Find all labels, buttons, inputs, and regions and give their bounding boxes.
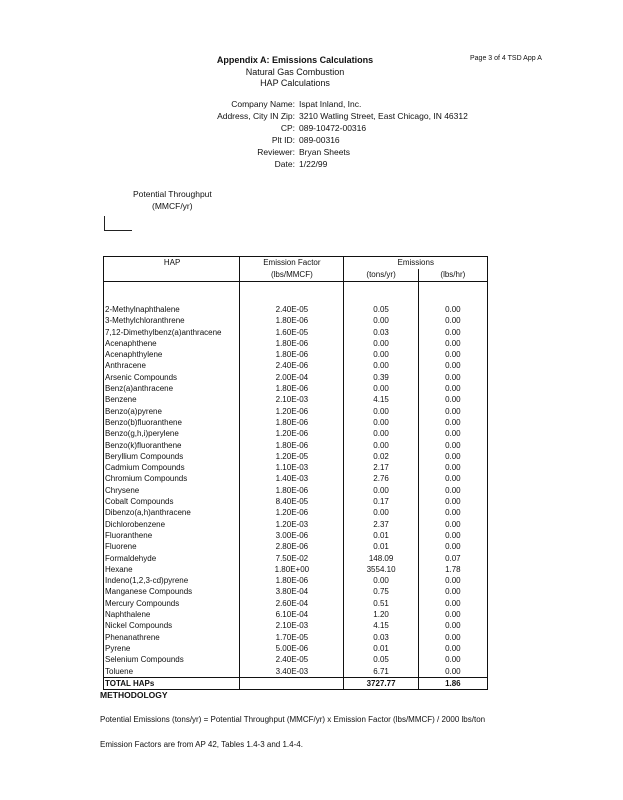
emissions-tons: 4.15 [344,620,418,631]
emission-factor: 3.80E-04 [240,586,344,597]
hap-name: Benzo(g,h,i)perylene [105,429,179,439]
emissions-tons: 0.03 [344,327,418,338]
emissions-lbs: 0.00 [418,304,487,315]
total-row [104,677,488,689]
emissions-tons: 0.00 [344,575,418,586]
throughput-value-cell [104,222,132,231]
emissions-lbs: 0.00 [418,440,487,451]
table-row [104,609,488,620]
emissions-lbs: 0.00 [418,417,487,428]
emissions-tons: 6.71 [344,666,418,678]
emission-factor: 2.10E-03 [240,394,344,405]
emissions-tons: 1.20 [344,609,418,620]
table-row [104,440,488,451]
company-name-row [150,99,500,109]
hap-name: Arsenic Compounds [105,372,178,382]
emissions-tons: 0.00 [344,440,418,451]
emissions-lbs: 0.00 [418,541,487,552]
table-row [104,360,488,371]
emission-factor: 1.80E-06 [240,485,344,496]
emission-factor: 3.40E-03 [240,666,344,678]
table-subheader-row [104,269,488,282]
hap-name: Chromium Compounds [105,474,188,484]
table-row [104,327,488,338]
table-row [104,620,488,631]
subtitle-combustion: Natural Gas Combustion [245,67,345,77]
emission-factor: 5.00E-06 [240,643,344,654]
table-row [104,462,488,473]
emissions-tons: 0.00 [344,428,418,439]
emissions-lbs: 0.00 [418,462,487,473]
hap-name: Toluene [105,666,134,676]
hap-name: Indeno(1,2,3-cd)pyrene [105,576,189,586]
emissions-tons: 0.00 [344,417,418,428]
emissions-lbs: 0.00 [418,451,487,462]
date-value: 1/22/99 [299,159,328,169]
methodology-heading: METHODOLOGY [100,690,168,700]
emissions-lbs: 0.00 [418,383,487,394]
emissions-lbs: 0.00 [418,327,487,338]
emission-factor: 1.80E-06 [240,440,344,451]
emissions-tons: 0.01 [344,541,418,552]
emission-factor: 1.20E-06 [240,406,344,417]
table-row [104,553,488,564]
table-row [104,315,488,326]
hap-name: Cobalt Compounds [105,497,174,507]
emissions-tons: 0.51 [344,598,418,609]
emission-factor: 1.20E-06 [240,507,344,518]
hap-name: Benzo(k)fluoranthene [105,440,182,450]
emission-factor: 1.20E-03 [240,519,344,530]
hap-name: Selenium Compounds [105,655,184,665]
emissions-lbs: 0.00 [418,643,487,654]
table-row [104,304,488,315]
table-row [104,632,488,643]
emissions-lbs: 0.00 [418,496,487,507]
table-row [104,643,488,654]
emissions-tons: 0.02 [344,451,418,462]
table-row [104,496,488,507]
total-label: TOTAL HAPs [104,677,240,689]
hap-name: Benzo(b)fluoranthene [105,417,182,427]
emissions-tons: 0.05 [344,304,418,315]
table-row [104,507,488,518]
emissions-lbs: 0.00 [418,632,487,643]
table-row [104,473,488,484]
emissions-lbs: 0.00 [418,666,487,678]
emission-factor: 8.40E-05 [240,496,344,507]
methodology-formula: Potential Emissions (tons/yr) = Potential Throughput (MMCF/yr) x Emission Factor (lbs/MMCF) / 2000 lbs/ton [100,715,486,724]
emissions-lbs: 0.00 [418,372,487,383]
emissions-lbs: 0.00 [418,360,487,371]
hap-name: Formaldehyde [105,553,157,563]
emissions-lbs: 0.00 [418,428,487,439]
page-reference: Page 3 of 4 TSD App A [470,55,542,62]
emissions-tons: 0.75 [344,586,418,597]
table-row [104,417,488,428]
emission-factor: 1.80E-06 [240,338,344,349]
table-row [104,338,488,349]
hap-emissions-table [103,256,488,690]
cp-label: CP: [280,123,295,133]
emissions-lbs: 0.00 [418,609,487,620]
emissions-tons: 0.00 [344,485,418,496]
table-row [104,654,488,665]
date-row [150,159,500,169]
hap-name: Phenanathrene [105,632,160,642]
reviewer-row [150,147,500,157]
emission-factor: 2.40E-06 [240,360,344,371]
table-row [104,394,488,405]
emissions-lbs: 0.00 [418,575,487,586]
throughput-label: Potential Throughput [133,189,212,199]
table-row [104,598,488,609]
emissions-tons: 0.01 [344,530,418,541]
plant-id-label: Plt ID: [271,135,295,145]
subtitle-hap: HAP Calculations [260,78,330,88]
emissions-lbs: 0.00 [418,349,487,360]
header-hap: HAP [163,258,181,267]
hap-name: Benz(a)anthracene [105,384,174,394]
hap-name: Manganese Compounds [105,587,193,597]
emission-factor: 1.10E-03 [240,462,344,473]
emissions-tons: 2.37 [344,519,418,530]
emissions-tons: 148.09 [344,553,418,564]
emission-factor: 1.40E-03 [240,473,344,484]
hap-name: Benzo(a)pyrene [105,406,162,416]
emissions-lbs: 0.00 [418,654,487,665]
emission-factor: 2.80E-06 [240,541,344,552]
emission-factor: 1.80E-06 [240,315,344,326]
cp-row [150,123,500,133]
emission-factor: 1.20E-05 [240,451,344,462]
emissions-lbs: 0.07 [418,553,487,564]
table-row [104,666,488,678]
emissions-lbs: 0.00 [418,530,487,541]
emissions-lbs: 0.00 [418,315,487,326]
hap-name: Nickel Compounds [105,621,173,631]
table-row [104,406,488,417]
emissions-lbs: 0.00 [418,394,487,405]
hap-name: 2-Methylnaphthalene [105,305,180,314]
hap-name: Chrysene [105,485,140,495]
date-label: Date: [274,159,295,169]
emission-factor: 1.80E-06 [240,417,344,428]
table-row [104,519,488,530]
emissions-lbs: 0.00 [418,485,487,496]
emission-factor: 1.80E-06 [240,575,344,586]
hap-name: Acenaphthylene [105,350,163,360]
plant-id-row [150,135,500,145]
appendix-title: Appendix A: Emissions Calculations [216,55,374,65]
emissions-lbs: 0.00 [418,620,487,631]
emission-factor: 1.60E-05 [240,327,344,338]
emission-factor: 2.00E-04 [240,372,344,383]
emissions-lbs: 0.00 [418,519,487,530]
emission-factor: 2.40E-05 [240,304,344,315]
emission-factor: 1.80E-06 [240,383,344,394]
emission-factor: 6.10E-04 [240,609,344,620]
emissions-tons: 0.00 [344,349,418,360]
hap-name: Dichlorobenzene [105,519,166,529]
emissions-lbs: 0.00 [418,598,487,609]
header-emission-factor: Emission Factor [240,257,344,270]
emission-factor: 1.80E+00 [240,564,344,575]
hap-name: 7,12-Dimethylbenz(a)anthracene [105,327,222,337]
hap-name: Cadmium Compounds [105,463,185,473]
table-header-row [104,257,488,270]
emissions-lbs: 1.78 [418,564,487,575]
hap-name: Mercury Compounds [105,598,180,608]
address-row [150,111,500,121]
emission-factor: 2.60E-04 [240,598,344,609]
emission-factor: 1.80E-06 [240,349,344,360]
total-lbs: 1.86 [418,677,487,689]
table-row [104,451,488,462]
total-tons: 3727.77 [344,677,418,689]
header-tons: (tons/yr) [344,269,418,282]
emissions-tons: 0.00 [344,315,418,326]
emissions-tons: 0.01 [344,643,418,654]
emissions-tons: 0.00 [344,383,418,394]
reviewer-label: Reviewer: [257,147,295,157]
emission-factor: 1.70E-05 [240,632,344,643]
emissions-tons: 0.00 [344,338,418,349]
table-row [104,485,488,496]
table-row [104,383,488,394]
header-ef-unit: (lbs/MMCF) [240,269,344,282]
table-row [104,530,488,541]
emissions-tons: 0.39 [344,372,418,383]
emission-factor: 3.00E-06 [240,530,344,541]
company-name-value: Ispat Inland, Inc. [299,99,362,109]
emissions-lbs: 0.00 [418,473,487,484]
hap-name: 3-Methylchloranthrene [105,316,185,326]
hap-name: Hexane [105,564,133,574]
emissions-tons: 3554.10 [344,564,418,575]
address-value: 3210 Watling Street, East Chicago, IN 46312 [299,111,468,121]
emissions-lbs: 0.00 [418,406,487,417]
hap-name: Fluorene [105,542,137,552]
hap-name: Benzene [105,395,137,405]
table-row [104,428,488,439]
throughput-unit: (MMCF/yr) [152,201,193,211]
emission-factor: 2.10E-03 [240,620,344,631]
table-row [104,541,488,552]
table-row [104,349,488,360]
hap-name: Dibenzo(a,h)anthracene [105,508,191,518]
emissions-tons: 0.03 [344,632,418,643]
hap-name: Fluoranthene [105,530,153,540]
table-row [104,575,488,586]
hap-name: Beryllium Compounds [105,451,184,461]
header-lbs: (lbs/hr) [418,269,487,282]
table-row [104,564,488,575]
emissions-tons: 2.17 [344,462,418,473]
emissions-tons: 4.15 [344,394,418,405]
emissions-tons: 0.17 [344,496,418,507]
hap-name: Pyrene [105,643,131,653]
hap-name: Naphthalene [105,610,151,620]
header-emissions: Emissions [344,257,488,270]
cp-value: 089-10472-00316 [299,123,367,133]
table-row [104,586,488,597]
plant-id-value: 089-00316 [299,135,340,145]
emissions-tons: 2.76 [344,473,418,484]
table-row [104,372,488,383]
hap-name: Anthracene [105,361,146,371]
emission-factor: 1.20E-06 [240,428,344,439]
company-name-label: Company Name: [231,99,295,109]
emission-factor: 7.50E-02 [240,553,344,564]
emissions-lbs: 0.00 [418,338,487,349]
methodology-source: Emission Factors are from AP 42, Tables 1.4-3 and 1.4-4. [100,740,303,749]
reviewer-value: Bryan Sheets [299,147,351,157]
emissions-tons: 0.05 [344,654,418,665]
emissions-lbs: 0.00 [418,507,487,518]
emission-factor: 2.40E-05 [240,654,344,665]
emissions-tons: 0.00 [344,507,418,518]
hap-name: Acenaphthene [105,338,157,348]
emissions-tons: 0.00 [344,406,418,417]
emissions-lbs: 0.00 [418,586,487,597]
address-label: Address, City IN Zip: [217,111,295,121]
emissions-tons: 0.00 [344,360,418,371]
